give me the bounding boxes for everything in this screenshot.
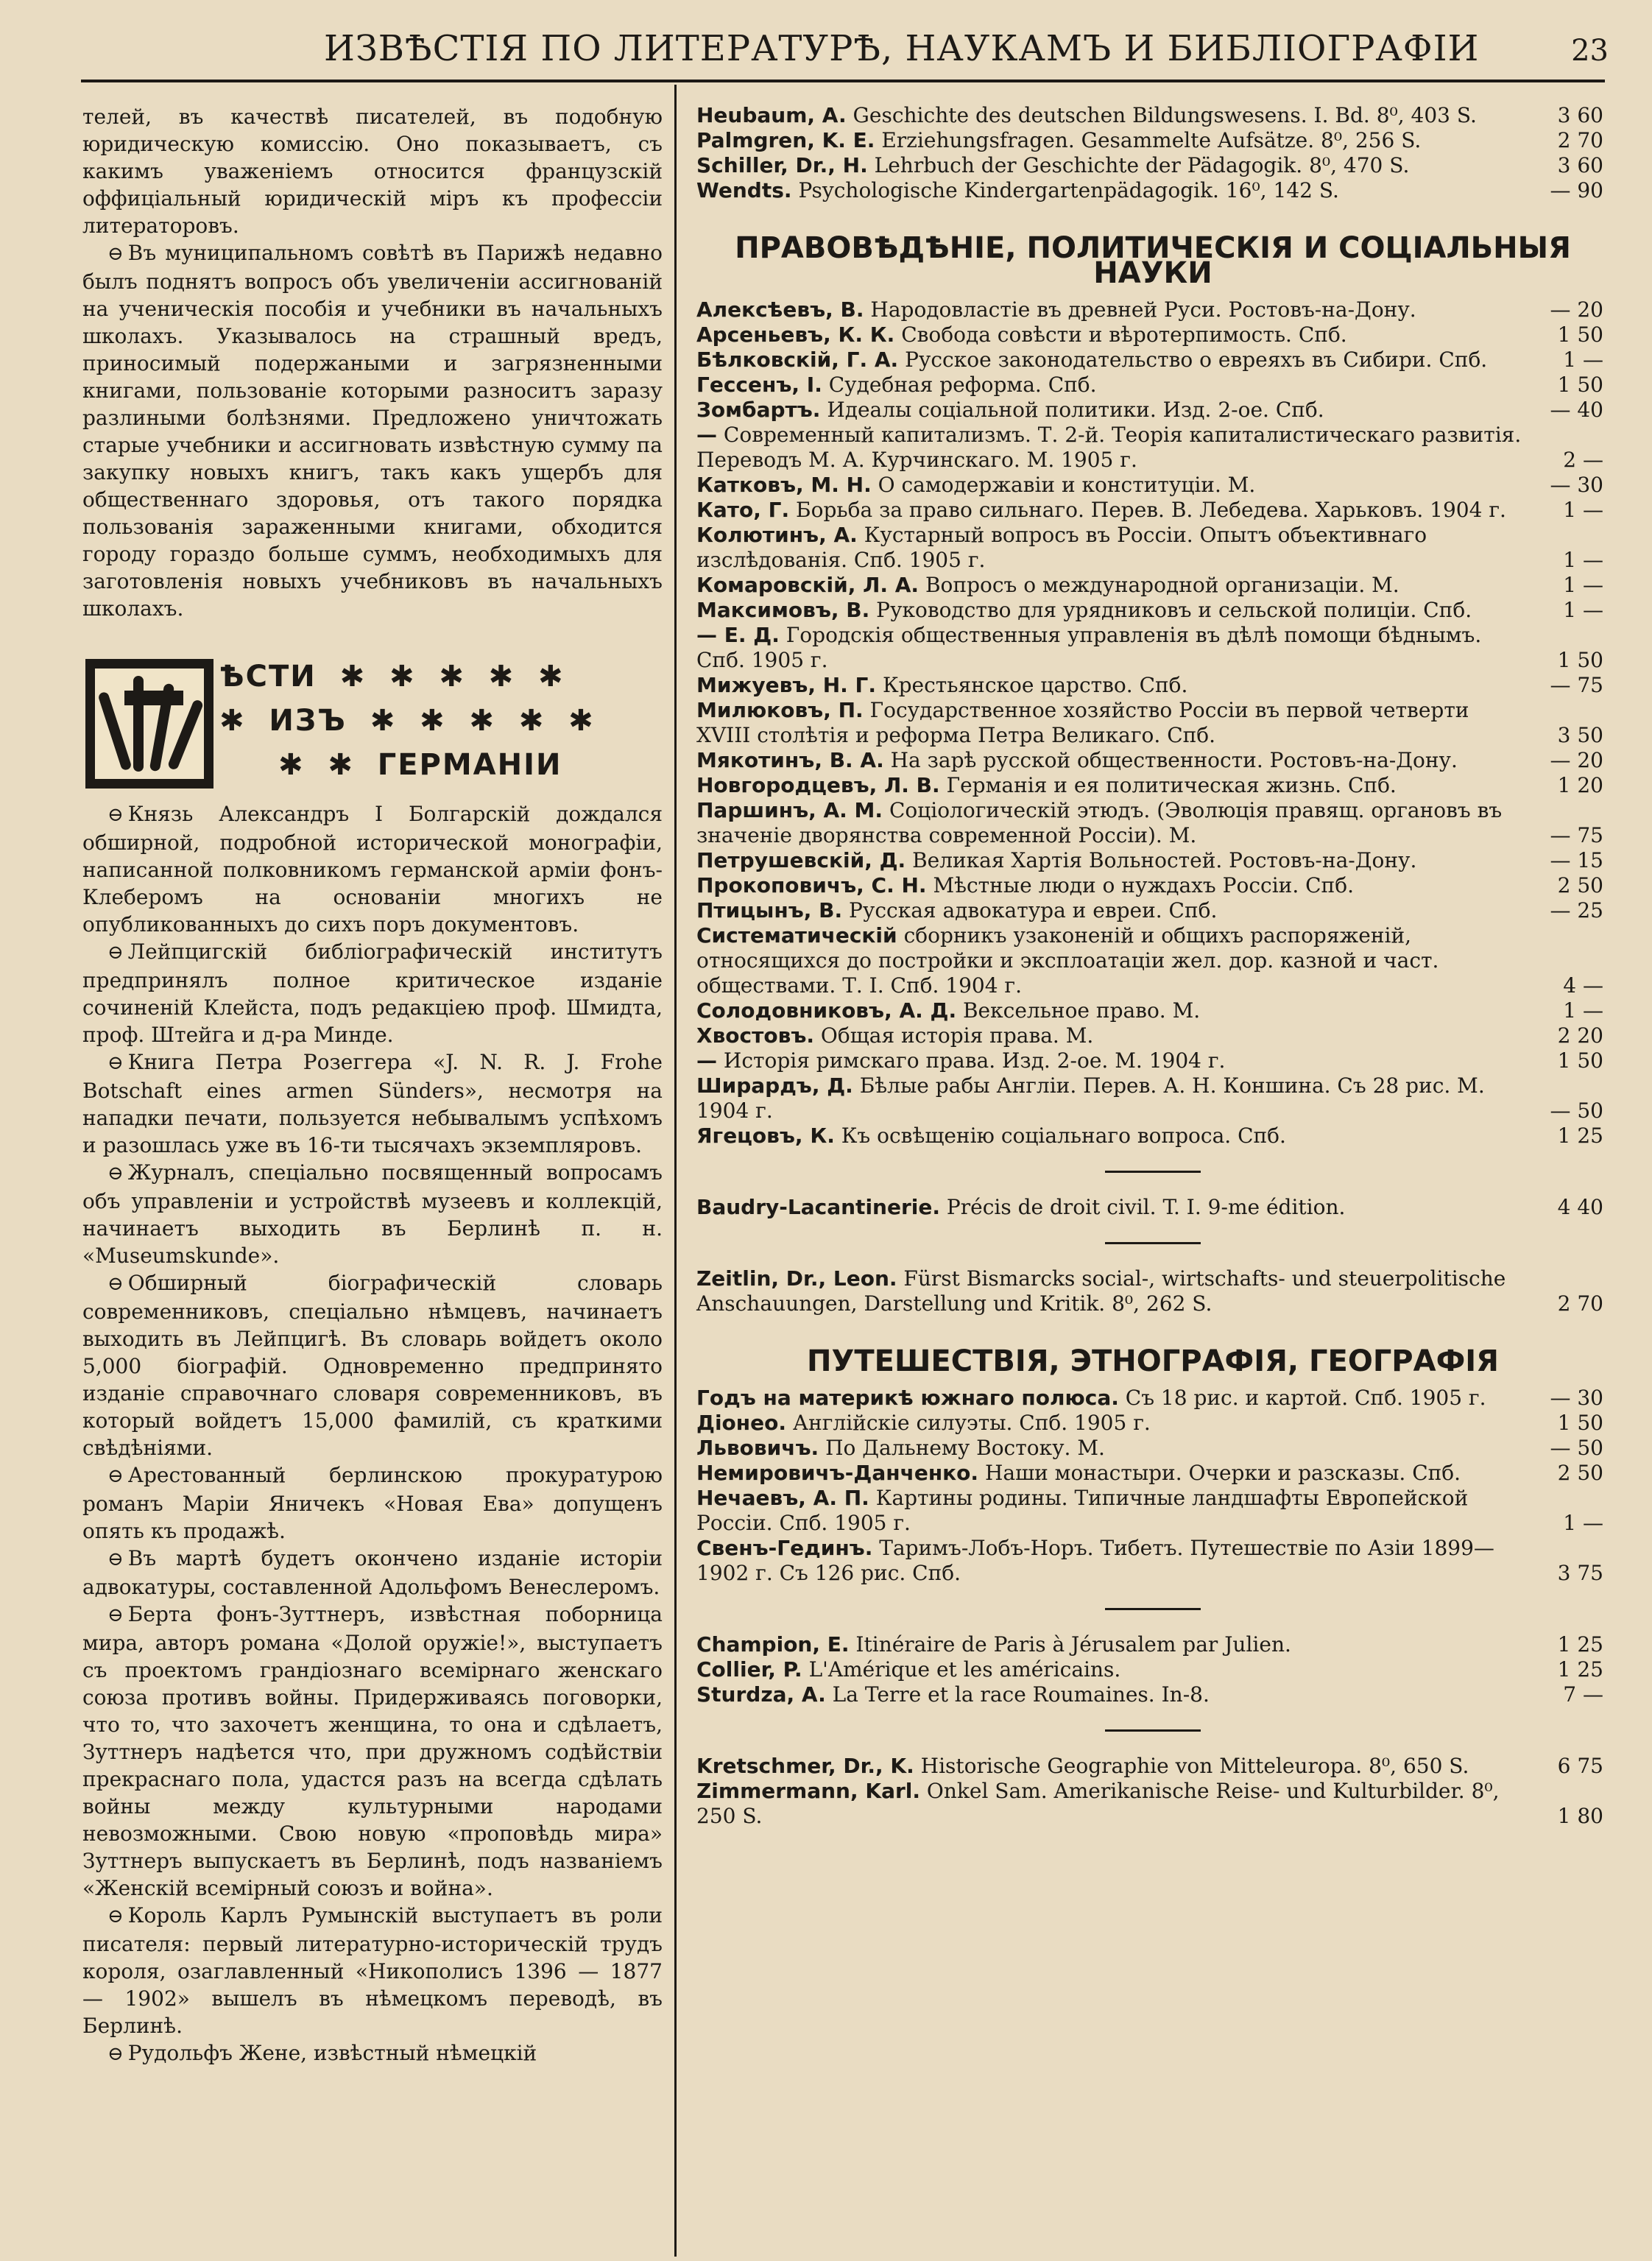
bullet-icon: ⊖ (107, 1604, 124, 1626)
entry-author: Wendts. (696, 178, 792, 202)
entry-author: Систематическій (696, 923, 897, 948)
entry-title: Psychologische Kindergartenpädagogik. 16⁰, 142 S. (798, 178, 1339, 202)
entry-title: Historische Geographie von Mitteleuropa. 8⁰, 650 S. (920, 1754, 1469, 1778)
entry-title: Fürst Bismarcks social-, wirtschafts- und steuerpolitische Anschauungen, Darstellung und Kritik. 8⁰, 262 S. (696, 1266, 1506, 1316)
entry-title: По Дальнему Востоку. М. (825, 1436, 1105, 1460)
bibliography-entry (696, 623, 1609, 673)
news-item-text: Обширный біографическій словарь современниковъ, спеціально нѣмцевъ, начинаетъ выходить въ Лейпцигѣ. Въ словарь войдетъ около 5,000 біографій. Одновременно предпринято изданіе справочнаго словаря современниковъ, въ который войдетъ 15,000 фамилій, съ краткими свѣдѣніями. (82, 1271, 663, 1460)
entry-price: 1 50 (1557, 1411, 1603, 1435)
divider (1105, 1242, 1201, 1244)
bullet-icon: ⊖ (107, 2043, 124, 2065)
section-title-line: ѢСТИ ✱ ✱ ✱ ✱ ✱ (219, 660, 565, 694)
intro-paragraph (82, 239, 663, 622)
bullet-icon: ⊖ (107, 1273, 124, 1295)
entry-title: Исторія римскаго права. Изд. 2-ое. М. 1904 г. (723, 1048, 1226, 1073)
news-item (82, 938, 663, 1048)
entry-price: 1 — (1563, 1511, 1603, 1535)
news-item (82, 1545, 663, 1601)
bibliography-entry (696, 673, 1609, 698)
entry-price: 1 — (1563, 348, 1603, 372)
entry-author: Милюковъ, П. (696, 698, 864, 722)
entry-author: Бѣлковскій, Г. А. (696, 348, 899, 372)
entry-price: 4 40 (1557, 1195, 1603, 1219)
bibliography-list (696, 1386, 1609, 1586)
entry-author: Heubaum, A. (696, 103, 847, 127)
entry-title: Вопросъ о международной организаціи. М. (925, 573, 1399, 597)
bibliography-list (696, 1754, 1609, 1829)
entry-price: 1 50 (1557, 1048, 1603, 1073)
bibliography-entry (696, 873, 1609, 898)
entry-title: L'Amérique et les américains. (808, 1657, 1121, 1682)
entry-title: сборникъ узаконеній и общихъ распоряженій, относящихся до постройки и эксплоатаціи жел. дор. казной и част. обществами. Т. I. Спб. 1904 г. (696, 923, 1439, 998)
bibliography-entry (696, 1536, 1609, 1586)
entry-author: Champion, E. (696, 1632, 850, 1657)
entry-title: Бѣлые рабы Англіи. Перев. А. Н. Коншина. Съ 28 рис. М. 1904 г. (696, 1073, 1485, 1123)
bibliography-entry (696, 297, 1609, 322)
header-rule (81, 80, 1605, 82)
category-heading: ПРАВОВѢДѢНІЕ, ПОЛИТИЧЕСКІЯ И СОЦІАЛЬНЫЯ НАУКИ (735, 231, 1571, 290)
entry-title: Itinéraire de Paris à Jérusalem par Julien. (855, 1632, 1291, 1657)
divider (1105, 1608, 1201, 1610)
bibliography-entry (696, 128, 1609, 153)
entry-title: Lehrbuch der Geschichte der Pädagogik. 8⁰, 470 S. (874, 153, 1410, 177)
bullet-icon: ⊖ (107, 1465, 124, 1487)
entry-price: 1 — (1563, 573, 1603, 597)
bibliography-entry (696, 773, 1609, 798)
entry-price: 1 20 (1557, 773, 1603, 797)
bibliography-entry (696, 848, 1609, 873)
entry-author: Комаровскій, Л. А. (696, 573, 919, 597)
bibliography-entry (696, 498, 1609, 523)
bullet-icon: ⊖ (107, 1052, 124, 1074)
entry-price: 3 75 (1557, 1561, 1603, 1585)
entry-title: Съ 18 рис. и картой. Спб. 1905 г. (1125, 1386, 1486, 1410)
bibliography-entry (696, 1386, 1609, 1411)
bibliography-entry (696, 1073, 1609, 1124)
entry-author: Мякотинъ, В. А. (696, 748, 884, 772)
entry-price: 7 — (1563, 1682, 1603, 1707)
bibliography-entry (696, 1632, 1609, 1657)
bibliography-list (696, 1195, 1609, 1220)
entry-author: Kretschmer, Dr., K. (696, 1754, 914, 1778)
entry-author: Колютинъ, А. (696, 523, 858, 547)
ornamental-initial-icon (85, 659, 213, 789)
entry-author: Ширардъ, Д. (696, 1073, 853, 1098)
running-head (81, 22, 1627, 81)
news-item (82, 1159, 663, 1269)
news-item-text: Князь Александръ I Болгарскій дождался обширной, подробной исторической монографіи, написанной полковникомъ германской арміи фонъ-Клеберомъ на основаніи многихъ не опубликованныхъ до сихъ поръ документовъ. (82, 802, 663, 937)
entry-price: 1 — (1563, 548, 1603, 572)
entry-author: — Е. Д. (696, 623, 780, 647)
bibliography-entry (696, 322, 1609, 348)
entry-author: Zimmermann, Karl. (696, 1779, 921, 1803)
entry-author: Ягецовъ, К. (696, 1124, 835, 1148)
running-title: ИЗВѢСТІЯ ПО ЛИТЕРАТУРѢ, НАУКАМЪ И БИБЛІОГРАФІИ (324, 28, 1480, 69)
news-item-text: Лейпцигскій библіографическій институтъ предпринялъ полное критическое изданіе сочиненій Клейста, подъ редакціею проф. Шмидта, проф. Штейга и д-ра Минде. (82, 939, 663, 1047)
entry-author: Катковъ, М. Н. (696, 473, 872, 497)
entry-author: Алексѣевъ, В. (696, 297, 864, 322)
entry-title: Государственное хозяйство Россіи въ первой четверти XVIII столѣтія и реформа Петра Великаго. Спб. (696, 698, 1469, 747)
bibliography-entry (696, 1436, 1609, 1461)
entry-title: Народовластіе въ древней Руси. Ростовъ-на-Дону. (870, 297, 1416, 322)
entry-author: Немировичъ-Данченко. (696, 1461, 979, 1485)
entry-title: Вексельное право. М. (962, 998, 1201, 1023)
entry-author: Sturdza, A. (696, 1682, 826, 1707)
entry-author: Годъ на материкѣ южнаго полюса. (696, 1386, 1119, 1410)
entry-title: Идеалы соціальной политики. Изд. 2-ое. Спб. (827, 398, 1324, 422)
left-column (82, 103, 663, 2068)
paragraph-text: Въ муниципальномъ совѣтѣ въ Парижѣ недавно былъ поднятъ вопросъ объ увеличеніи ассигнованій на ученическія пособія и учебники въ начальныхъ школахъ. Указывалось на страшный вредъ, приносимый подержаными и загрязненными книгами, пользованіе которыми разноситъ заразу разлиными болѣзнями. Предложено уничтожать старые учебники и ассигновать извѣстную сумму па закупку новыхъ книгъ, такъ какъ ущербъ для общественнаго здоровья, отъ такого порядка пользованія зараженными книгами, обходится городу гораздо больше суммъ, необходимыхъ для заготовленія новыхъ учебниковъ въ начальныхъ школахъ. (82, 241, 663, 621)
bibliography-entry (696, 373, 1609, 398)
news-item-text: Рудольфъ Жене, извѣстный нѣмецкій (127, 2041, 537, 2065)
category-heading: ПУТЕШЕСТВІЯ, ЭТНОГРАФІЯ, ГЕОГРАФІЯ (807, 1344, 1499, 1378)
bullet-icon: ⊖ (107, 1905, 124, 1927)
bibliography-entry (696, 598, 1609, 623)
bullet-icon: ⊖ (107, 804, 124, 826)
entry-price: 1 50 (1557, 322, 1603, 347)
bibliography-list (696, 297, 1609, 1149)
entry-author: Palmgren, K. E. (696, 128, 875, 152)
bibliography-list (696, 103, 1609, 203)
entry-title: Наши монастыри. Очерки и разсказы. Спб. (984, 1461, 1461, 1485)
entry-price: — 75 (1550, 823, 1603, 847)
bullet-icon: ⊖ (107, 1548, 124, 1570)
entry-title: Русская адвокатура и евреи. Спб. (849, 898, 1218, 923)
entry-price: 1 50 (1557, 373, 1603, 397)
bibliography-entry (696, 348, 1609, 373)
entry-author: Солодовниковъ, А. Д. (696, 998, 957, 1023)
entry-price: — 30 (1550, 1386, 1603, 1410)
news-item-text: Берта фонъ-Зуттнеръ, извѣстная поборница мира, авторъ романа «Долой оружіе!», выступаетъ съ проектомъ грандіознаго всемірнаго женскаго союза противъ войны. Придерживаясь поговорки, что то, что захочетъ женщина, то она и сдѣлаетъ, Зуттнеръ надѣется что, при дружномъ содѣйствіи прекраснаго пола, удастся разъ на всегда сдѣлать войны между культурными народами невозможными. Свою новую «проповѣдь мира» Зуттнеръ выпускаетъ въ Берлинѣ, подъ названіемъ «Женскій всемірный союзъ и война». (82, 1602, 663, 1900)
entry-price: — 25 (1550, 898, 1603, 923)
bibliography-entry (696, 1266, 1609, 1316)
entry-title: Судебная реформа. Спб. (828, 373, 1097, 397)
entry-author: Хвостовъ. (696, 1023, 815, 1048)
entry-author: Collier, P. (696, 1657, 802, 1682)
bibliography-entry (696, 1048, 1609, 1073)
entry-price: — 40 (1550, 398, 1603, 422)
divider (1105, 1729, 1201, 1732)
bullet-icon: ⊖ (107, 942, 124, 964)
news-item (82, 800, 663, 938)
entry-price: — 15 (1550, 848, 1603, 872)
bibliography-entry (696, 1682, 1609, 1707)
entry-price: 2 70 (1557, 1291, 1603, 1316)
entry-title: Мѣстные люди о нуждахъ Россіи. Спб. (933, 873, 1354, 897)
bibliography-entry (696, 398, 1609, 423)
page-number: 23 (1571, 34, 1609, 68)
entry-author: Птицынъ, В. (696, 898, 843, 923)
news-item (82, 2039, 663, 2068)
entry-title: Руководство для урядниковъ и сельской полиціи. Спб. (876, 598, 1472, 622)
entry-author: Львовичъ. (696, 1436, 819, 1460)
entry-author: Като, Г. (696, 498, 790, 522)
entry-author: Арсеньевъ, К. К. (696, 322, 895, 347)
entry-price: 3 60 (1557, 153, 1603, 177)
entry-author: Schiller, Dr., H. (696, 153, 868, 177)
entry-author: Гессенъ, І. (696, 373, 822, 397)
news-item-text: Книга Петра Розеггера «J. N. R. J. Frohe Botschaft eines armen Sünders», несмотря на нападки печати, пользуется небывалымъ успѣхомъ и разошлась уже въ 16-ти тысячахъ экземпляровъ. (82, 1050, 663, 1157)
bibliography-entry (696, 798, 1609, 848)
bibliography-entry (696, 1779, 1609, 1829)
entry-title: На зарѣ русской общественности. Ростовъ-на-Дону. (890, 748, 1458, 772)
bibliography-entry (696, 748, 1609, 773)
entry-title: Geschichte des deutschen Bildungswesens. I. Bd. 8⁰, 403 S. (853, 103, 1477, 127)
entry-price: 1 80 (1557, 1804, 1603, 1828)
entry-price: 1 25 (1557, 1124, 1603, 1148)
bibliography-entry (696, 698, 1609, 748)
entry-price: 2 70 (1557, 128, 1603, 152)
entry-author: Новгородцевъ, Л. В. (696, 773, 940, 797)
section-heading (82, 656, 663, 796)
bibliography-list (696, 1632, 1609, 1707)
entry-title: Précis de droit civil. T. I. 9-me édition. (946, 1195, 1346, 1219)
entry-title: Свобода совѣсти и вѣротерпимость. Спб. (901, 322, 1347, 347)
entry-price: — 20 (1550, 748, 1603, 772)
bibliography-entry (696, 103, 1609, 128)
section-title-line: ✱ ✱ ГЕРМАНІИ (278, 748, 562, 782)
entry-price: 2 50 (1557, 873, 1603, 897)
entry-price: — 50 (1550, 1436, 1603, 1460)
bibliography-entry (696, 523, 1609, 573)
entry-title: Городскія общественныя управленія въ дѣлѣ помощи бѣднымъ. Спб. 1905 г. (696, 623, 1482, 672)
bibliography-entry (696, 1023, 1609, 1048)
entry-price: — 30 (1550, 473, 1603, 497)
entry-title: Англійскіе силуэты. Спб. 1905 г. (792, 1411, 1151, 1435)
bibliography-entry (696, 1195, 1609, 1220)
entry-title: Русское законодательство о евреяхъ въ Сибири. Спб. (905, 348, 1488, 372)
entry-title: Onkel Sam. Amerikanische Reise- und Kulturbilder. 8⁰, 250 S. (696, 1779, 1500, 1828)
news-item (82, 1601, 663, 1902)
entry-price: 2 20 (1557, 1023, 1603, 1048)
entry-author: Прокоповичъ, С. Н. (696, 873, 927, 897)
bibliography-entry (696, 898, 1609, 923)
entry-author: Максимовъ, В. (696, 598, 870, 622)
bibliography-entry (696, 178, 1609, 203)
divider (1105, 1171, 1201, 1173)
entry-title: Великая Хартія Вольностей. Ростовъ-на-Дону. (912, 848, 1417, 872)
entry-price: 6 75 (1557, 1754, 1603, 1778)
entry-author: Паршинъ, А. М. (696, 798, 883, 822)
entry-price: 2 50 (1557, 1461, 1603, 1485)
entry-author: Діонео. (696, 1411, 786, 1435)
entry-price: 2 — (1563, 448, 1603, 472)
entry-price: 3 60 (1557, 103, 1603, 127)
bibliography-entry (696, 573, 1609, 598)
entry-author: Зомбартъ. (696, 398, 821, 422)
news-item (82, 1902, 663, 2039)
entry-title: Соціологическій этюдъ. (Эволюція правящ. органовъ въ значеніе дворянства современной Россіи). М. (696, 798, 1503, 847)
entry-author: — (696, 423, 717, 447)
entry-author: Нечаевъ, А. П. (696, 1486, 869, 1510)
entry-author: Baudry-Lacantinerie. (696, 1195, 940, 1219)
bullet-icon: ⊖ (107, 1163, 124, 1185)
entry-price: 4 — (1563, 973, 1603, 998)
bibliography-entry (696, 923, 1609, 998)
news-items (82, 800, 663, 2068)
entry-price: 1 — (1563, 998, 1603, 1023)
entry-price: 1 25 (1557, 1632, 1603, 1657)
entry-title: Таримъ-Лобъ-Норъ. Тибетъ. Путешествіе по Азіи 1899—1902 г. Съ 126 рис. Спб. (696, 1536, 1494, 1585)
bullet-icon: ⊖ (107, 243, 124, 265)
bibliography-entry (696, 998, 1609, 1023)
entry-title: Современный капитализмъ. Т. 2-й. Теорія капиталистическаго развитія. Переводъ М. А. Курчинскаго. М. 1905 г. (696, 423, 1522, 472)
entry-title: La Terre et la race Roumaines. In-8. (832, 1682, 1210, 1707)
entry-price: 1 — (1563, 498, 1603, 522)
news-item (82, 1461, 663, 1545)
bibliography-entry (696, 1411, 1609, 1436)
news-item-text: Въ мартѣ будетъ окончено изданіе исторіи адвокатуры, составленной Адольфомъ Венеслеромъ. (82, 1546, 663, 1599)
bibliography-entry (696, 153, 1609, 178)
entry-title: Кустарный вопросъ въ Россіи. Опытъ объективнаго изслѣдованія. Спб. 1905 г. (696, 523, 1427, 572)
entry-title: Борьба за право сильнаго. Перев. В. Лебедева. Харьковъ. 1904 г. (796, 498, 1506, 522)
entry-price: — 90 (1550, 178, 1603, 202)
entry-price: 1 50 (1557, 648, 1603, 672)
news-item (82, 1269, 663, 1461)
bibliography-entry (696, 423, 1609, 473)
entry-price: 1 — (1563, 598, 1603, 622)
section-title-line: ✱ ИЗЪ ✱ ✱ ✱ ✱ ✱ (219, 704, 595, 738)
entry-author: — (696, 1048, 717, 1073)
entry-price: 1 25 (1557, 1657, 1603, 1682)
intro-paragraph: телей, въ качествѣ писателей, въ подобную юридическую комиссію. Оно показываетъ, съ какимъ уваженіемъ относится французскій оффиціальный юридическій міръ къ профессіи литераторовъ. (82, 105, 663, 238)
right-column (696, 103, 1609, 1829)
entry-title: Къ освѣщенію соціальнаго вопроса. Спб. (841, 1124, 1286, 1148)
entry-price: — 20 (1550, 297, 1603, 322)
bibliography-list (696, 1266, 1609, 1316)
news-item-text: Журналъ, спеціально посвященный вопросамъ объ управленіи и устройствѣ музеевъ и коллекцій, начинаетъ выходить въ Берлинѣ п. н. «Museumskunde». (82, 1160, 663, 1268)
entry-title: Германія и ея политическая жизнь. Спб. (946, 773, 1397, 797)
entry-title: Крестьянское царство. Спб. (882, 673, 1188, 697)
entry-title: Картины родины. Типичные ландшафты Европейской Россіи. Спб. 1905 г. (696, 1486, 1469, 1535)
entry-title: Общая исторія права. М. (820, 1023, 1094, 1048)
entry-author: Мижуевъ, Н. Г. (696, 673, 877, 697)
entry-title: Erziehungsfragen. Gesammelte Aufsätze. 8⁰, 256 S. (881, 128, 1422, 152)
column-divider (674, 85, 677, 2257)
bibliography-entry (696, 473, 1609, 498)
bibliography-entry (696, 1657, 1609, 1682)
bibliography-entry (696, 1486, 1609, 1536)
entry-price: — 50 (1550, 1098, 1603, 1123)
bibliography-entry (696, 1754, 1609, 1779)
entry-author: Петрушевскій, Д. (696, 848, 906, 872)
bibliography-entry (696, 1461, 1609, 1486)
entry-price: 3 50 (1557, 723, 1603, 747)
news-item-text: Король Карлъ Румынскій выступаетъ въ роли писателя: первый литературно-историческій трудъ короля, озаглавленный «Никополисъ 1396 — 1877 — 1902» вышелъ въ нѣмецкомъ переводѣ, въ Берлинѣ. (82, 1903, 663, 2038)
news-item-text: Арестованный берлинскою прокуратурою романъ Маріи Яничекъ «Новая Ева» допущенъ опять къ продажѣ. (82, 1463, 663, 1543)
bibliography-entry (696, 1124, 1609, 1149)
news-item (82, 1048, 663, 1159)
entry-title: О самодержавіи и конституціи. М. (878, 473, 1256, 497)
entry-author: Zeitlin, Dr., Leon. (696, 1266, 897, 1291)
entry-price: — 75 (1550, 673, 1603, 697)
entry-author: Свенъ-Гединъ. (696, 1536, 873, 1560)
